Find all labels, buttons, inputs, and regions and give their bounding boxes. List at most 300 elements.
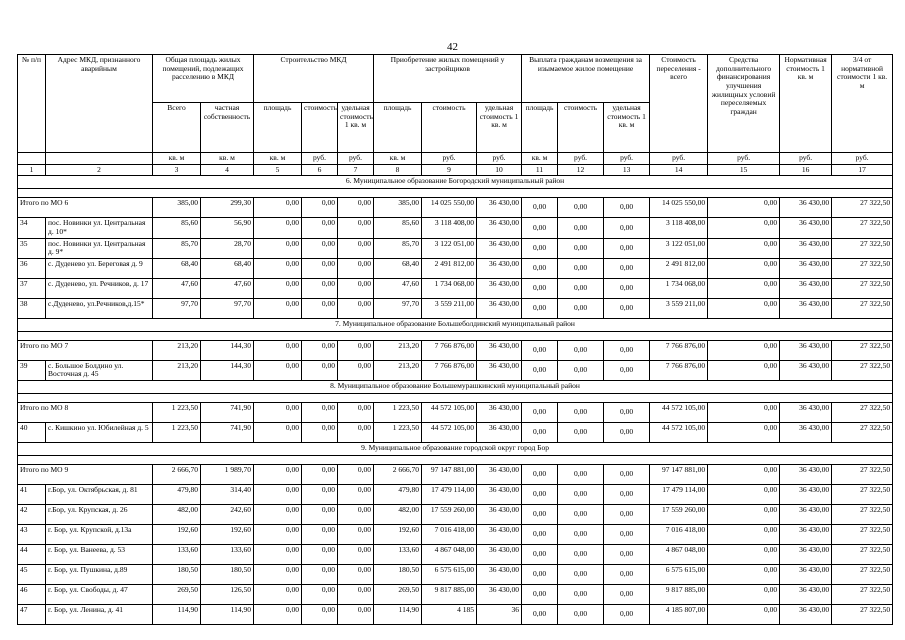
header-total-area: Общая площадь жилых помещений, подлежащих расселению в МКД <box>153 55 254 103</box>
data-cell: 0,00 <box>522 485 558 505</box>
data-cell: 180,50 <box>374 565 422 585</box>
total-cell: 36 430,00 <box>780 403 832 423</box>
data-cell: 0,00 <box>604 565 650 585</box>
total-cell: 0,00 <box>338 465 374 485</box>
total-cell: 0,00 <box>338 198 374 218</box>
total-cell: 0,00 <box>558 340 604 360</box>
data-cell: 3 559 211,00 <box>422 298 477 318</box>
column-number-cell: 8 <box>374 164 422 176</box>
data-cell: 0,00 <box>254 505 302 525</box>
total-cell: 36 430,00 <box>780 198 832 218</box>
data-cell: 47,60 <box>374 278 422 298</box>
data-cell: 17 559 260,00 <box>650 505 708 525</box>
spacer-cell <box>18 456 893 465</box>
total-cell: 36 430,00 <box>780 465 832 485</box>
total-cell: 385,00 <box>153 198 201 218</box>
total-cell: 44 572 105,00 <box>422 403 477 423</box>
spacer-row <box>18 189 893 198</box>
data-cell: 0,00 <box>338 565 374 585</box>
row-number: 35 <box>18 238 46 258</box>
subheader-private: частная собственность <box>201 103 254 153</box>
total-cell: 0,00 <box>302 198 338 218</box>
data-cell: 36 430,00 <box>780 298 832 318</box>
data-cell: 36 430,00 <box>477 585 522 605</box>
data-cell: 2 491 812,00 <box>650 258 708 278</box>
units-row <box>18 153 893 165</box>
data-cell: 27 322,50 <box>832 505 893 525</box>
data-cell: 0,00 <box>254 258 302 278</box>
row-number: 36 <box>18 258 46 278</box>
address-cell: пос. Новинки ул. Центральная д. 9* <box>46 238 153 258</box>
data-cell: 479,80 <box>374 485 422 505</box>
data-cell: 0,00 <box>338 525 374 545</box>
data-cell: 36 430,00 <box>477 545 522 565</box>
total-cell: 213,20 <box>374 340 422 360</box>
data-cell: 36 430,00 <box>780 585 832 605</box>
row-number: 34 <box>18 218 46 238</box>
data-cell: 36 430,00 <box>477 298 522 318</box>
data-cell: 269,50 <box>374 585 422 605</box>
data-cell: 0,00 <box>558 545 604 565</box>
row-number: 44 <box>18 545 46 565</box>
total-cell: 0,00 <box>254 403 302 423</box>
total-cell: 1 989,70 <box>201 465 254 485</box>
total-cell: 0,00 <box>522 340 558 360</box>
row-number: 41 <box>18 485 46 505</box>
data-cell: 0,00 <box>522 585 558 605</box>
column-number-cell: 17 <box>832 164 893 176</box>
data-cell: 0,00 <box>338 278 374 298</box>
section-title-row <box>18 381 893 394</box>
column-number-cell: 6 <box>302 164 338 176</box>
total-cell: 2 666,70 <box>153 465 201 485</box>
header-cost-total: Стоимость переселения - всего <box>650 55 708 153</box>
total-cell: 0,00 <box>302 403 338 423</box>
total-cell: 36 430,00 <box>477 465 522 485</box>
row-number: 47 <box>18 605 46 625</box>
address-cell: г. Бор, ул. Крупской, д.13а <box>46 525 153 545</box>
data-cell: 97,70 <box>374 298 422 318</box>
data-cell: 0,00 <box>558 298 604 318</box>
total-cell: 0,00 <box>708 465 780 485</box>
subheader-unit-cost: удельная стоимость 1 кв. м <box>338 103 374 153</box>
section-title-row <box>18 176 893 189</box>
column-number-row <box>18 164 893 176</box>
data-cell: 27 322,50 <box>832 360 893 380</box>
data-cell: 133,60 <box>374 545 422 565</box>
section-title: 6. Муниципальное образование Богородский муниципальный район <box>18 176 893 189</box>
data-cell: 44 572 105,00 <box>650 423 708 443</box>
unit-cell: кв. м <box>254 153 302 165</box>
data-cell: 0,00 <box>522 605 558 625</box>
spacer-row <box>18 456 893 465</box>
data-cell: 192,60 <box>374 525 422 545</box>
data-cell: 0,00 <box>254 585 302 605</box>
data-cell: 0,00 <box>254 485 302 505</box>
total-label: Итого по МО 7 <box>18 340 153 360</box>
resettlement-table <box>17 54 893 625</box>
data-cell: 0,00 <box>604 585 650 605</box>
data-cell: 0,00 <box>522 278 558 298</box>
total-cell: 44 572 105,00 <box>650 403 708 423</box>
data-cell: 0,00 <box>338 298 374 318</box>
address-cell: с. Кишкино ул. Юбилейная д. 5 <box>46 423 153 443</box>
data-cell: 0,00 <box>708 545 780 565</box>
total-cell: 0,00 <box>522 403 558 423</box>
data-cell: 0,00 <box>604 258 650 278</box>
total-cell: 97 147 881,00 <box>650 465 708 485</box>
data-cell: 0,00 <box>708 238 780 258</box>
row-number: 38 <box>18 298 46 318</box>
data-cell: 242,60 <box>201 505 254 525</box>
total-row <box>18 340 893 360</box>
data-cell: 27 322,50 <box>832 565 893 585</box>
data-cell: 36 430,00 <box>780 360 832 380</box>
data-cell: 7 016 418,00 <box>650 525 708 545</box>
data-cell: 0,00 <box>604 545 650 565</box>
page-number: 42 <box>447 41 458 53</box>
unit-cell: кв. м <box>201 153 254 165</box>
data-cell: 36 430,00 <box>780 238 832 258</box>
data-cell: 0,00 <box>522 218 558 238</box>
column-number-cell: 15 <box>708 164 780 176</box>
data-cell: 0,00 <box>254 565 302 585</box>
total-cell: 0,00 <box>254 198 302 218</box>
unit-cell: кв. м <box>374 153 422 165</box>
data-cell: 0,00 <box>708 298 780 318</box>
data-cell: 27 322,50 <box>832 238 893 258</box>
header-three-quarters: 3/4 от нормативной стоимости 1 кв. м <box>832 55 893 153</box>
data-cell: 0,00 <box>522 258 558 278</box>
data-cell: 133,60 <box>153 545 201 565</box>
data-cell: 0,00 <box>302 278 338 298</box>
data-cell: 114,90 <box>201 605 254 625</box>
header-extra-funds: Средства дополнительного финансирования улучшения жилищных условий переселяемых граждан <box>708 55 780 153</box>
row-number: 43 <box>18 525 46 545</box>
data-cell: 0,00 <box>522 545 558 565</box>
spacer-row <box>18 331 893 340</box>
column-number-cell: 3 <box>153 164 201 176</box>
data-cell: 0,00 <box>302 298 338 318</box>
data-cell: 0,00 <box>558 360 604 380</box>
data-cell: 4 867 048,00 <box>650 545 708 565</box>
data-cell: 0,00 <box>558 218 604 238</box>
data-cell: 6 575 615,00 <box>422 565 477 585</box>
data-cell: 0,00 <box>338 218 374 238</box>
data-cell: 85,70 <box>153 238 201 258</box>
data-cell: 36 430,00 <box>780 258 832 278</box>
data-cell: 0,00 <box>708 278 780 298</box>
data-cell: 0,00 <box>708 525 780 545</box>
column-number-cell: 11 <box>522 164 558 176</box>
table-header <box>18 55 893 176</box>
table-row <box>18 258 893 278</box>
table-row <box>18 238 893 258</box>
data-cell: 0,00 <box>302 605 338 625</box>
data-cell: 36 430,00 <box>477 258 522 278</box>
data-cell: 0,00 <box>338 485 374 505</box>
data-cell: 47,60 <box>153 278 201 298</box>
total-cell: 741,90 <box>201 403 254 423</box>
data-cell: 0,00 <box>604 298 650 318</box>
data-cell: 0,00 <box>254 238 302 258</box>
data-cell: 0,00 <box>302 525 338 545</box>
data-cell: 741,90 <box>201 423 254 443</box>
total-cell: 144,30 <box>201 340 254 360</box>
total-label: Итого по МО 8 <box>18 403 153 423</box>
header-num: № п/п <box>18 55 46 153</box>
column-number-cell: 5 <box>254 164 302 176</box>
data-cell: 36 430,00 <box>780 525 832 545</box>
data-cell: 85,70 <box>374 238 422 258</box>
total-cell: 36 430,00 <box>477 403 522 423</box>
data-cell: 0,00 <box>558 485 604 505</box>
data-cell: 180,50 <box>153 565 201 585</box>
row-number: 46 <box>18 585 46 605</box>
unit-cell: руб. <box>477 153 522 165</box>
subheader-cost-purchase: стоимость <box>422 103 477 153</box>
spacer-cell <box>18 331 893 340</box>
total-cell: 1 223,50 <box>374 403 422 423</box>
row-number: 45 <box>18 565 46 585</box>
total-row <box>18 198 893 218</box>
data-cell: 27 322,50 <box>832 545 893 565</box>
data-cell: 269,50 <box>153 585 201 605</box>
data-cell: 0,00 <box>302 545 338 565</box>
unit-cell: руб. <box>558 153 604 165</box>
table-row <box>18 218 893 238</box>
data-cell: 68,40 <box>201 258 254 278</box>
row-number: 37 <box>18 278 46 298</box>
spacer-cell <box>18 394 893 403</box>
subheader-total: Всего <box>153 103 201 153</box>
total-row <box>18 465 893 485</box>
total-cell: 0,00 <box>302 340 338 360</box>
data-cell: 1 734 068,00 <box>650 278 708 298</box>
data-cell: 36 430,00 <box>780 545 832 565</box>
data-cell: 0,00 <box>558 605 604 625</box>
data-cell: 27 322,50 <box>832 585 893 605</box>
subheader-area-purchase: площадь <box>374 103 422 153</box>
data-cell: 0,00 <box>254 525 302 545</box>
data-cell: 27 322,50 <box>832 298 893 318</box>
unit-cell: руб. <box>708 153 780 165</box>
total-cell: 213,20 <box>153 340 201 360</box>
data-cell: 17 479 114,00 <box>650 485 708 505</box>
column-number-cell: 13 <box>604 164 650 176</box>
total-cell: 7 766 876,00 <box>650 340 708 360</box>
total-cell: 0,00 <box>604 198 650 218</box>
unit-cell: руб. <box>832 153 893 165</box>
total-cell: 0,00 <box>604 465 650 485</box>
header-address: Адрес МКД, признанного аварийным <box>46 55 153 153</box>
total-cell: 299,30 <box>201 198 254 218</box>
total-cell: 27 322,50 <box>832 403 893 423</box>
data-cell: 2 491 812,00 <box>422 258 477 278</box>
data-cell: 3 118 408,00 <box>650 218 708 238</box>
data-cell: 28,70 <box>201 238 254 258</box>
data-cell: 0,00 <box>254 605 302 625</box>
data-cell: 36 430,00 <box>780 505 832 525</box>
data-cell: 126,50 <box>201 585 254 605</box>
total-cell: 27 322,50 <box>832 465 893 485</box>
data-cell: 0,00 <box>338 605 374 625</box>
data-cell: 0,00 <box>302 485 338 505</box>
data-cell: 0,00 <box>604 605 650 625</box>
data-cell: 0,00 <box>604 423 650 443</box>
column-number-cell: 2 <box>46 164 153 176</box>
subheader-unit-cost-purchase: удельная стоимость 1 кв. м <box>477 103 522 153</box>
data-cell: 56,90 <box>201 218 254 238</box>
column-number-cell: 10 <box>477 164 522 176</box>
data-cell: 114,90 <box>153 605 201 625</box>
header-payment: Выплата гражданам возмещения за изымаемое жилое помещение <box>522 55 650 103</box>
address-cell: с. Дуденево ул. Береговая д. 9 <box>46 258 153 278</box>
data-cell: 36 430,00 <box>780 565 832 585</box>
data-cell: 27 322,50 <box>832 525 893 545</box>
data-cell: 0,00 <box>558 278 604 298</box>
data-cell: 36 430,00 <box>780 218 832 238</box>
table-row <box>18 485 893 505</box>
data-cell: 0,00 <box>558 238 604 258</box>
total-cell: 0,00 <box>522 198 558 218</box>
data-cell: 144,30 <box>201 360 254 380</box>
data-cell: 114,90 <box>374 605 422 625</box>
data-cell: 17 479 114,00 <box>422 485 477 505</box>
data-cell: 0,00 <box>558 525 604 545</box>
section-title-row <box>18 318 893 331</box>
data-cell: 0,00 <box>338 360 374 380</box>
address-cell: с. Большое Болдино ул. Восточная д. 45 <box>46 360 153 380</box>
data-cell: 68,40 <box>374 258 422 278</box>
data-cell: 7 016 418,00 <box>422 525 477 545</box>
data-cell: 0,00 <box>254 298 302 318</box>
data-cell: 0,00 <box>338 545 374 565</box>
total-label: Итого по МО 9 <box>18 465 153 485</box>
data-cell: 36 430,00 <box>477 218 522 238</box>
total-cell: 0,00 <box>708 198 780 218</box>
total-cell: 0,00 <box>558 403 604 423</box>
data-cell: 0,00 <box>522 423 558 443</box>
row-number: 40 <box>18 423 46 443</box>
data-cell: 0,00 <box>302 238 338 258</box>
data-cell: 36 <box>477 605 522 625</box>
total-cell: 1 223,50 <box>153 403 201 423</box>
unit-cell: кв. м <box>522 153 558 165</box>
data-cell: 0,00 <box>302 565 338 585</box>
total-label: Итого по МО 6 <box>18 198 153 218</box>
section-title: 7. Муниципальное образование Большеболдинский муниципальный район <box>18 318 893 331</box>
data-cell: 0,00 <box>302 505 338 525</box>
total-cell: 385,00 <box>374 198 422 218</box>
unit-cell: кв. м <box>153 153 201 165</box>
data-cell: 36 430,00 <box>477 360 522 380</box>
data-cell: 27 322,50 <box>832 218 893 238</box>
data-cell: 0,00 <box>522 505 558 525</box>
data-cell: 6 575 615,00 <box>650 565 708 585</box>
column-number-cell: 1 <box>18 164 46 176</box>
data-cell: 36 430,00 <box>477 505 522 525</box>
data-cell: 192,60 <box>153 525 201 545</box>
data-cell: 17 559 260,00 <box>422 505 477 525</box>
data-cell: 3 559 211,00 <box>650 298 708 318</box>
total-cell: 2 666,70 <box>374 465 422 485</box>
data-cell: 0,00 <box>604 238 650 258</box>
data-cell: 0,00 <box>522 360 558 380</box>
data-cell: 0,00 <box>708 565 780 585</box>
data-cell: 27 322,50 <box>832 605 893 625</box>
data-cell: 9 817 885,00 <box>650 585 708 605</box>
data-cell: 0,00 <box>338 238 374 258</box>
data-cell: 314,40 <box>201 485 254 505</box>
total-cell: 0,00 <box>522 465 558 485</box>
unit-cell: руб. <box>338 153 374 165</box>
data-cell: 4 867 048,00 <box>422 545 477 565</box>
address-cell: с. Дуденево, ул. Речников, д. 17 <box>46 278 153 298</box>
header-norm-cost: Нормативная стоимость 1 кв. м <box>780 55 832 153</box>
header-purchase: Приобретение жилых помещений у застройщиков <box>374 55 522 103</box>
data-cell: 479,80 <box>153 485 201 505</box>
data-cell: 97,70 <box>201 298 254 318</box>
data-cell: 0,00 <box>254 545 302 565</box>
data-cell: 27 322,50 <box>832 485 893 505</box>
data-cell: 9 817 885,00 <box>422 585 477 605</box>
total-cell: 7 766 876,00 <box>422 340 477 360</box>
column-number-cell: 9 <box>422 164 477 176</box>
data-cell: 0,00 <box>558 505 604 525</box>
unit-cell: руб. <box>302 153 338 165</box>
table-row <box>18 545 893 565</box>
table-row <box>18 585 893 605</box>
column-number-cell: 7 <box>338 164 374 176</box>
address-cell: г.Бор, ул. Крупская, д. 26 <box>46 505 153 525</box>
total-row <box>18 403 893 423</box>
column-number-cell: 16 <box>780 164 832 176</box>
data-cell: 482,00 <box>374 505 422 525</box>
data-cell: 0,00 <box>302 423 338 443</box>
data-cell: 36 430,00 <box>780 485 832 505</box>
data-cell: 0,00 <box>522 298 558 318</box>
data-cell: 3 122 051,00 <box>650 238 708 258</box>
data-cell: 97,70 <box>153 298 201 318</box>
address-cell: г. Бор, ул. Ванеева, д. 53 <box>46 545 153 565</box>
data-cell: 0,00 <box>254 423 302 443</box>
total-cell: 0,00 <box>708 403 780 423</box>
data-cell: 0,00 <box>338 258 374 278</box>
row-number: 42 <box>18 505 46 525</box>
total-cell: 0,00 <box>604 403 650 423</box>
data-cell: 36 430,00 <box>477 525 522 545</box>
data-cell: 0,00 <box>604 505 650 525</box>
data-cell: 0,00 <box>522 525 558 545</box>
data-cell: 0,00 <box>708 423 780 443</box>
data-cell: 0,00 <box>708 505 780 525</box>
spacer-row <box>18 394 893 403</box>
address-cell: г. Бор, ул. Свободы, д. 47 <box>46 585 153 605</box>
data-cell: 1 734 068,00 <box>422 278 477 298</box>
data-cell: 0,00 <box>708 605 780 625</box>
data-cell: 85,60 <box>374 218 422 238</box>
total-cell: 0,00 <box>558 198 604 218</box>
subheader-area-pay: площадь <box>522 103 558 153</box>
data-cell: 36 430,00 <box>780 605 832 625</box>
data-cell: 7 766 876,00 <box>422 360 477 380</box>
data-cell: 0,00 <box>604 485 650 505</box>
data-cell: 0,00 <box>338 585 374 605</box>
column-number-cell: 4 <box>201 164 254 176</box>
data-cell: 3 122 051,00 <box>422 238 477 258</box>
address-cell: пос. Новинки ул. Центральная д. 10* <box>46 218 153 238</box>
